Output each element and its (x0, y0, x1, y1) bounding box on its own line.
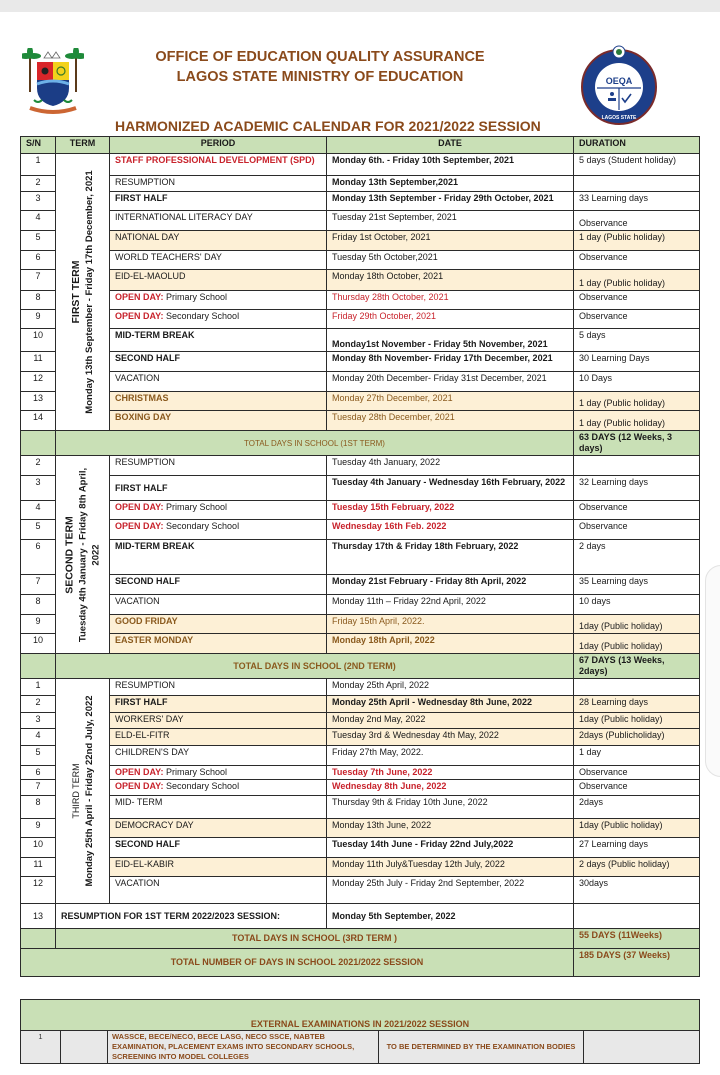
row-duration: 28 Learning days (574, 696, 700, 713)
row-period: SECOND HALF (110, 575, 327, 595)
row-date: Thursday 9th & Friday 10th June, 2022 (327, 796, 574, 819)
row-duration: Observance (574, 251, 700, 270)
table-row (21, 780, 700, 796)
period-label: Secondary School (163, 311, 240, 321)
row-duration: 27 Learning days (574, 838, 700, 858)
table-row (21, 858, 700, 877)
row-duration: Observance (574, 766, 700, 780)
row-period: RESUMPTION (110, 679, 327, 696)
row-date: Tuesday 21st September, 2021 (327, 211, 574, 231)
term-name: THIRD TERM (70, 763, 81, 819)
row-period: EID-EL-KABIR (110, 858, 327, 877)
row-period: SECOND HALF (110, 352, 327, 372)
row-duration: 1day (Public holiday) (574, 819, 700, 838)
term-span: Monday 13th September - Friday 17th December, 2021 (83, 170, 95, 414)
term-cell (56, 679, 110, 904)
row-period: GOOD FRIDAY (110, 615, 327, 634)
row-date: Friday 27th May, 2022. (327, 746, 574, 766)
table-row (21, 231, 700, 251)
table-row (21, 877, 700, 904)
side-panel-edge (705, 565, 720, 777)
row-date: Wednesday 8th June, 2022 (327, 780, 574, 796)
term-vertical-label (70, 695, 96, 886)
col-term: TERM (56, 137, 110, 154)
row-duration: Observance (574, 780, 700, 796)
row-period: VACATION (110, 372, 327, 392)
table-row (21, 251, 700, 270)
office-title: OFFICE OF EDUCATION QUALITY ASSURANCE (155, 49, 485, 65)
row-date: Monday 21st February - Friday 8th April, 2022 (327, 575, 574, 595)
term-vertical-label (70, 157, 96, 427)
row-duration: 1 day (Public holiday) (574, 231, 700, 251)
table-row (21, 176, 700, 192)
total-sn-blank (21, 929, 56, 949)
row-duration: 1day (Public holiday) (574, 615, 700, 634)
table-row (21, 329, 700, 352)
row-date: Tuesday 7th June, 2022 (327, 766, 574, 780)
row-date: Tuesday 15th February, 2022 (327, 501, 574, 520)
row-duration: 1 day (Public holiday) (574, 411, 700, 431)
row-date: Monday 11th – Friday 22nd April, 2022 (327, 595, 574, 615)
term-total-label: TOTAL DAYS IN SCHOOL (1ST TERM) (56, 431, 574, 456)
row-sn: 8 (21, 595, 56, 615)
row-period: DEMOCRACY DAY (110, 819, 327, 838)
period-label: Secondary School (163, 781, 240, 791)
row-duration (574, 679, 700, 696)
col-sn: S/N (21, 137, 56, 154)
table-row (21, 796, 700, 819)
row-date: Monday 13th September - Friday 29th October, 2021 (327, 192, 574, 211)
row-period: VACATION (110, 877, 327, 904)
row-date: Monday 20th December- Friday 31st December, 2021 (327, 372, 574, 392)
row-sn: 1 (21, 154, 56, 176)
term-span: Monday 25th April - Friday 22nd July, 2022 (83, 695, 95, 887)
term-total-label: TOTAL DAYS IN SCHOOL (2ND TERM) (56, 654, 574, 679)
row-period: FIRST HALF (110, 192, 327, 211)
row-date: Monday 11th July&Tuesday 12th July, 2022 (327, 858, 574, 877)
row-duration: 32 Learning days (574, 476, 700, 501)
row-date: Monday 2nd May, 2022 (327, 713, 574, 729)
table-row (21, 595, 700, 615)
row-sn: 2 (21, 456, 56, 476)
row-sn: 13 (21, 392, 56, 411)
term-cell (56, 154, 110, 431)
row-duration: 10 days (574, 595, 700, 615)
table-row (21, 392, 700, 411)
row-period (110, 520, 327, 540)
row-date: Monday 25th April, 2022 (327, 679, 574, 696)
period-label: Primary School (163, 502, 228, 512)
row-sn: 9 (21, 615, 56, 634)
table-row (21, 154, 700, 176)
external-exam-row (21, 1031, 700, 1064)
row-sn: 11 (21, 858, 56, 877)
row-sn: 11 (21, 352, 56, 372)
row-period (110, 291, 327, 310)
row-duration: 2 days (Public holiday) (574, 858, 700, 877)
row-date: Monday 8th November- Friday 17th December, 2021 (327, 352, 574, 372)
open-day-prefix: OPEN DAY: (115, 311, 164, 321)
row-sn: 12 (21, 372, 56, 392)
row-date: Monday 25th July - Friday 2nd September, 2022 (327, 877, 574, 904)
table-row (21, 372, 700, 392)
row-period: ELD-EL-FITR (110, 729, 327, 746)
row-sn: 3 (21, 192, 56, 211)
table-row (21, 520, 700, 540)
table-row (21, 211, 700, 231)
row-date: Tuesday 5th October,2021 (327, 251, 574, 270)
row-period: MID- TERM (110, 796, 327, 819)
row-period (110, 310, 327, 329)
table-row (21, 291, 700, 310)
table-row (21, 270, 700, 291)
row-sn: 14 (21, 411, 56, 431)
resumption-label: RESUMPTION FOR 1ST TERM 2022/2023 SESSION: (56, 904, 327, 929)
row-duration: 33 Learning days (574, 192, 700, 211)
row-period: SECOND HALF (110, 838, 327, 858)
row-duration: 30days (574, 877, 700, 904)
row-duration: 1day (Public holiday) (574, 713, 700, 729)
resumption-duration (574, 904, 700, 929)
session-total-value: 185 DAYS (37 Weeks) (574, 949, 700, 977)
row-sn: 6 (21, 251, 56, 270)
total-sn-blank (21, 431, 56, 456)
table-row (21, 634, 700, 654)
row-period: WORKERS' DAY (110, 713, 327, 729)
oeqa-ring-text: LAGOS STATE (601, 115, 637, 121)
period-label: Primary School (163, 292, 228, 302)
external-exams-title: EXTERNAL EXAMINATIONS IN 2021/2022 SESSION (21, 1000, 700, 1031)
row-date: Monday 13th June, 2022 (327, 819, 574, 838)
row-duration (574, 176, 700, 192)
table-header-row (21, 137, 700, 154)
row-sn: 5 (21, 746, 56, 766)
session-total-row (21, 949, 700, 977)
row-period: FIRST HALF (110, 696, 327, 713)
row-sn: 9 (21, 819, 56, 838)
row-duration: 5 days (574, 329, 700, 352)
row-period: RESUMPTION (110, 456, 327, 476)
row-duration (574, 456, 700, 476)
col-duration: DURATION (574, 137, 700, 154)
row-period: VACATION (110, 595, 327, 615)
row-duration: Observance (574, 501, 700, 520)
oeqa-logo-text: OEQA (605, 76, 633, 86)
col-date: DATE (327, 137, 574, 154)
row-date: Tuesday 4th January, 2022 (327, 456, 574, 476)
next-session-resumption-row (21, 904, 700, 929)
row-period (110, 766, 327, 780)
open-day-prefix: OPEN DAY: (115, 781, 164, 791)
row-duration: Observance (574, 310, 700, 329)
open-day-prefix: OPEN DAY: (115, 767, 164, 777)
row-period: WORLD TEACHERS' DAY (110, 251, 327, 270)
table-row (21, 679, 700, 696)
row-sn: 10 (21, 634, 56, 654)
row-date: Monday 18th April, 2022 (327, 634, 574, 654)
row-sn: 4 (21, 211, 56, 231)
table-row (21, 819, 700, 838)
term-total-row (21, 654, 700, 679)
row-duration: 1 day (Public holiday) (574, 270, 700, 291)
row-period: CHRISTMAS (110, 392, 327, 411)
row-sn: 10 (21, 838, 56, 858)
term-total-value: 67 DAYS (13 Weeks, 2days) (574, 654, 700, 679)
row-date: Monday1st November - Friday 5th November, 2021 (327, 329, 574, 352)
row-sn: 6 (21, 540, 56, 575)
term-total-row (21, 431, 700, 456)
row-period: EASTER MONDAY (110, 634, 327, 654)
row-period: INTERNATIONAL LITERACY DAY (110, 211, 327, 231)
row-duration: 2 days (574, 540, 700, 575)
row-duration: 1 day (574, 746, 700, 766)
total-sn-blank (21, 654, 56, 679)
row-period: RESUMPTION (110, 176, 327, 192)
row-sn: 5 (21, 231, 56, 251)
open-day-prefix: OPEN DAY: (115, 502, 164, 512)
table-row (21, 838, 700, 858)
row-date: Wednesday 16th Feb. 2022 (327, 520, 574, 540)
table-row (21, 192, 700, 211)
row-sn: 9 (21, 310, 56, 329)
row-sn: 12 (21, 877, 56, 904)
row-date: Friday 1st October, 2021 (327, 231, 574, 251)
row-duration: Observance (574, 211, 700, 231)
row-sn: 2 (21, 176, 56, 192)
table-row (21, 746, 700, 766)
calendar-title: HARMONIZED ACADEMIC CALENDAR FOR 2021/2022 SESSION (115, 118, 541, 134)
exam-term (61, 1031, 108, 1064)
row-sn: 7 (21, 270, 56, 291)
external-exams-table (20, 999, 700, 1064)
row-period: NATIONAL DAY (110, 231, 327, 251)
row-duration: Observance (574, 291, 700, 310)
row-date: Monday 27th December, 2021 (327, 392, 574, 411)
exam-sn: 1 (21, 1031, 61, 1064)
row-date: Friday 29th October, 2021 (327, 310, 574, 329)
exam-date: TO BE DETERMINED BY THE EXAMINATION BODIES (379, 1031, 584, 1064)
col-period: PERIOD (110, 137, 327, 154)
row-sn: 7 (21, 780, 56, 796)
resumption-date: Monday 5th September, 2022 (327, 904, 574, 929)
row-period: MID-TERM BREAK (110, 329, 327, 352)
table-row (21, 540, 700, 575)
top-bar (0, 0, 720, 12)
row-date: Tuesday 4th January - Wednesday 16th February, 2022 (327, 476, 574, 501)
table-row (21, 696, 700, 713)
row-sn: 3 (21, 476, 56, 501)
row-period: STAFF PROFESSIONAL DEVELOPMENT (SPD) (110, 154, 327, 176)
row-sn: 4 (21, 501, 56, 520)
table-row (21, 411, 700, 431)
table-row (21, 501, 700, 520)
row-date: Tuesday 28th December, 2021 (327, 411, 574, 431)
row-sn: 8 (21, 291, 56, 310)
row-period: MID-TERM BREAK (110, 540, 327, 575)
open-day-prefix: OPEN DAY: (115, 521, 164, 531)
row-duration: 1day (Public holiday) (574, 634, 700, 654)
term-span: Tuesday 4th January - Friday 8th April, 2022 (77, 467, 101, 642)
row-duration: 30 Learning Days (574, 352, 700, 372)
row-sn: 1 (21, 679, 56, 696)
row-date: Monday 6th. - Friday 10th September, 2021 (327, 154, 574, 176)
row-date: Monday 25th April - Wednesday 8th June, 2022 (327, 696, 574, 713)
table-row (21, 310, 700, 329)
row-sn: 10 (21, 329, 56, 352)
period-label: Primary School (163, 767, 228, 777)
term-total-value: 55 DAYS (11Weeks) (574, 929, 700, 949)
row-duration: 10 Days (574, 372, 700, 392)
term-name: SECOND TERM (63, 515, 75, 594)
academic-calendar-table (20, 136, 700, 977)
term-total-label: TOTAL DAYS IN SCHOOL (3RD TERM ) (56, 929, 574, 949)
row-date: Tuesday 14th June - Friday 22nd July,2022 (327, 838, 574, 858)
row-period: FIRST HALF (110, 476, 327, 501)
row-duration: 2days (Publicholiday) (574, 729, 700, 746)
row-duration: 2days (574, 796, 700, 819)
exam-duration (584, 1031, 700, 1064)
row-sn: 8 (21, 796, 56, 819)
row-date: Monday 13th September,2021 (327, 176, 574, 192)
row-duration: 1 day (Public holiday) (574, 392, 700, 411)
table-row (21, 476, 700, 501)
table-row (21, 575, 700, 595)
row-period: EID-EL-MAOLUD (110, 270, 327, 291)
term-cell (56, 456, 110, 654)
row-period: CHILDREN'S DAY (110, 746, 327, 766)
row-sn: 2 (21, 696, 56, 713)
row-date: Thursday 28th October, 2021 (327, 291, 574, 310)
table-row (21, 713, 700, 729)
table-row (21, 352, 700, 372)
table-row (21, 766, 700, 780)
row-sn: 4 (21, 729, 56, 746)
row-sn: 5 (21, 520, 56, 540)
row-sn: 7 (21, 575, 56, 595)
row-date: Friday 15th April, 2022. (327, 615, 574, 634)
row-sn: 13 (21, 904, 56, 929)
row-period (110, 501, 327, 520)
row-duration: 5 days (Student holiday) (574, 154, 700, 176)
row-date: Monday 18th October, 2021 (327, 270, 574, 291)
row-period (110, 780, 327, 796)
exam-names: WASSCE, BECE/NECO, BECE LASG, NECO SSCE, NABTEB EXAMINATION, PLACEMENT EXAMS INTO SECONDARY SCHOOLS, SCREENING INTO MODEL COLLEGES (108, 1031, 379, 1064)
row-sn: 3 (21, 713, 56, 729)
row-sn: 6 (21, 766, 56, 780)
row-duration: 35 Learning days (574, 575, 700, 595)
ministry-title: LAGOS STATE MINISTRY OF EDUCATION (176, 69, 464, 85)
row-date: Thursday 17th & Friday 18th February, 2022 (327, 540, 574, 575)
row-period: BOXING DAY (110, 411, 327, 431)
table-row (21, 615, 700, 634)
table-row (21, 729, 700, 746)
open-day-prefix: OPEN DAY: (115, 292, 164, 302)
term-name: FIRST TERM (69, 260, 82, 324)
period-label: Secondary School (163, 521, 240, 531)
term-vertical-label (63, 467, 102, 642)
term-total-value: 63 DAYS (12 Weeks, 3 days) (574, 431, 700, 456)
row-date: Tuesday 3rd & Wednesday 4th May, 2022 (327, 729, 574, 746)
session-total-label: TOTAL NUMBER OF DAYS IN SCHOOL 2021/2022 SESSION (21, 949, 574, 977)
row-duration: Observance (574, 520, 700, 540)
table-row (21, 456, 700, 476)
term-total-row (21, 929, 700, 949)
